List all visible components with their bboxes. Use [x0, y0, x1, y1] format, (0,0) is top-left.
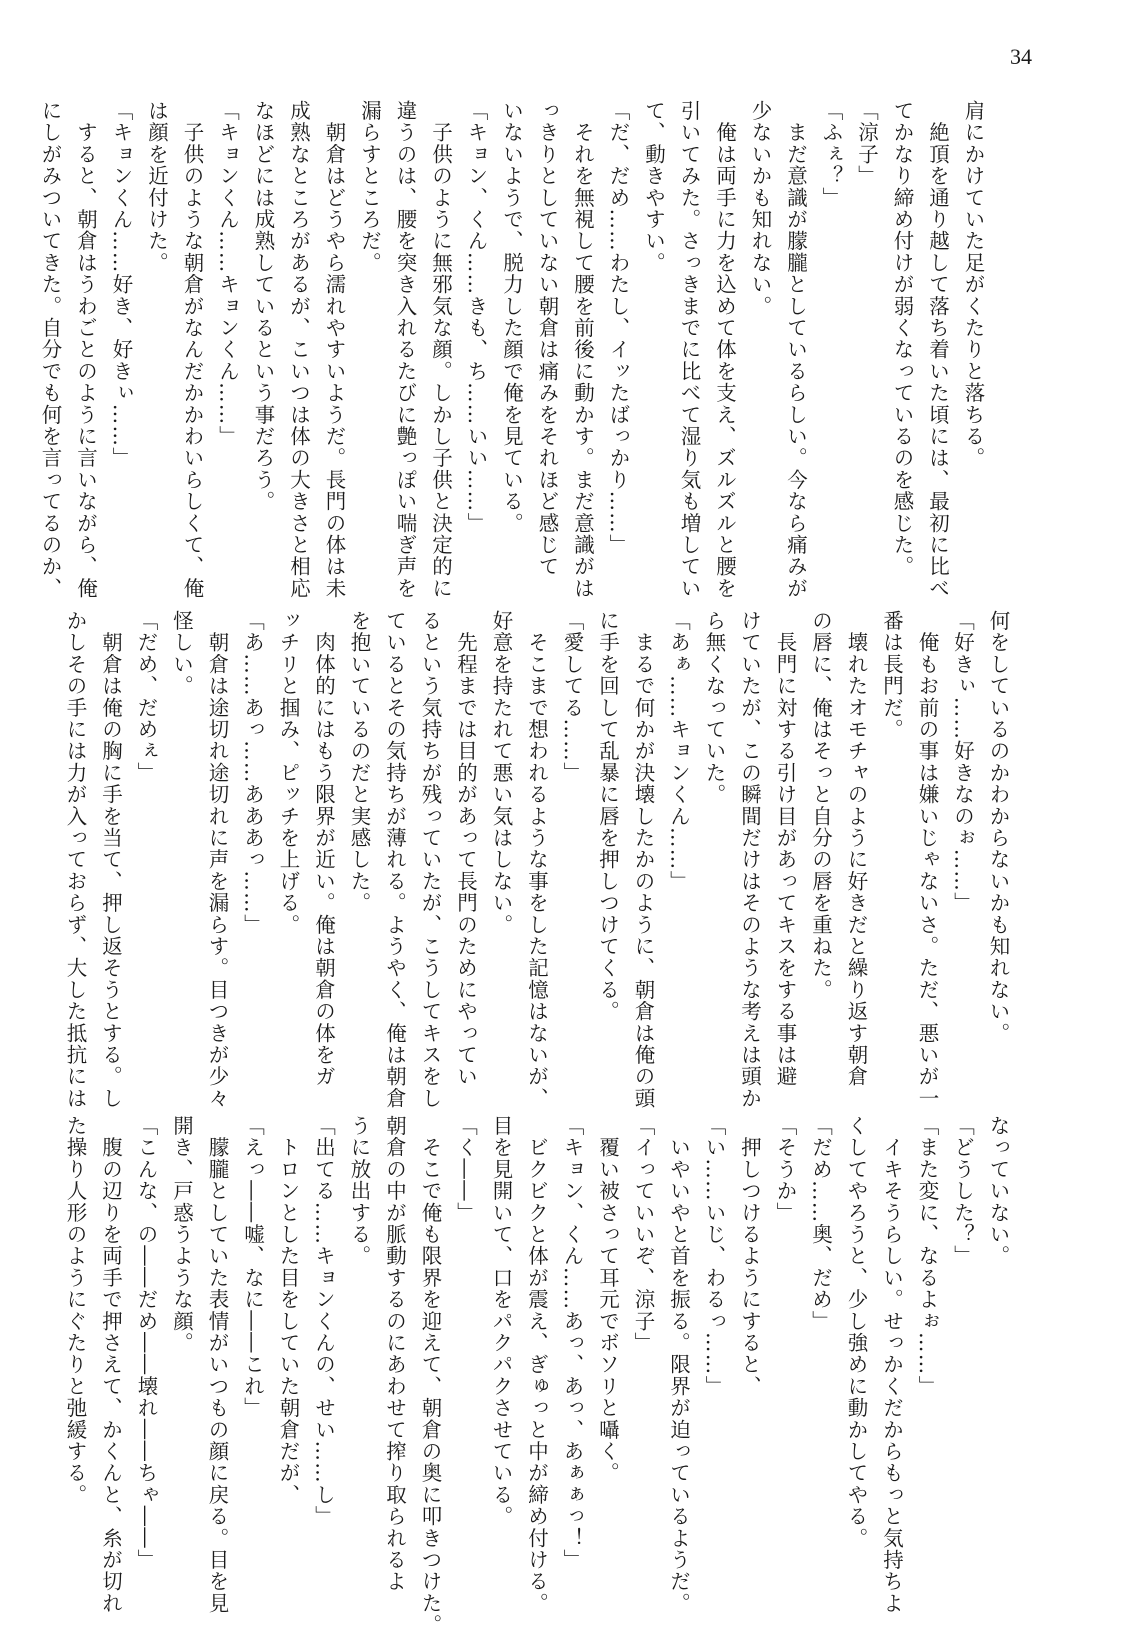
text-line: そこまで想われるような事をした記憶はないが、 — [524, 610, 549, 1110]
text-line: 違うのは、腰を突き入れるたびに艶っぽい喘ぎ声を — [393, 100, 417, 600]
text-line: た操り人形のようにぐたりと弛緩する。 — [63, 1115, 87, 1506]
text-line: 引いてみた。さっきまでに比べて湿り気も増してい — [677, 100, 701, 600]
text-line: 「い……いじ、わるっ……」 — [702, 1115, 726, 1398]
text-line: 壊れたオモチャのように好きだと繰り返す朝倉 — [844, 610, 868, 1088]
text-line: は顔を近付けた。 — [144, 100, 169, 274]
text-line: かしその手には力が入っておらず、大した抵抗には — [63, 610, 87, 1110]
text-line: ビクビクと体が震え、ぎゅっと中が締め付ける。 — [524, 1115, 549, 1615]
text-line: ら無くなっていた。 — [702, 610, 726, 806]
text-line: それを無視して腰を前後に動かす。まだ意識がは — [570, 100, 595, 600]
text-line: 「イっていいぞ、涼子」 — [631, 1115, 655, 1354]
text-line: まだ意識が朦朧としているらしい。今なら痛みが — [783, 100, 808, 600]
text-line: 朦朧としていた表情がいつもの顔に戻る。目を見 — [205, 1115, 229, 1615]
text-block-middle — [63, 610, 1015, 1110]
text-line: 「こんな、の――だめ――壊れ――ちゃ――」 — [134, 1115, 158, 1571]
text-line: 「キョンくん……好き、好きぃ……」 — [109, 100, 133, 469]
text-line: 俺は両手に力を込めて体を支え、ズルズルと腰を — [712, 100, 737, 600]
text-line: 絶頂を通り越して落ち着いた頃には、最初に比べ — [925, 100, 950, 600]
text-line: 「キョンくん……キョンくん……」 — [215, 100, 240, 448]
text-line: 俺もお前の事は嫌いじゃないさ。ただ、悪いが一 — [915, 610, 939, 1110]
text-line: くしてやろうと、少し強めに動かしてやる。 — [844, 1115, 868, 1549]
text-line: 少ないかも知れない。 — [748, 100, 772, 317]
text-line: 「だめ……奥、だめ」 — [808, 1115, 833, 1332]
text-line: 朝倉の中が脈動するのにあわせて搾り取られるよ — [382, 1115, 407, 1593]
text-line: なっていない。 — [986, 1115, 1010, 1267]
text-line: 成熟なところがあるが、こいつは体の大きさと相応 — [286, 100, 311, 600]
text-line: まるで何かが決壊したかのように、朝倉は俺の頭 — [631, 610, 655, 1110]
text-line: 「好きぃ……好きなのぉ……」 — [950, 610, 975, 914]
text-line: ているとその気持ちが薄れる。ようやく、俺は朝倉 — [382, 610, 407, 1110]
text-line: るという気持ちが残っていたが、こうしてキスをし — [418, 610, 442, 1110]
text-line: すると、朝倉はうわごとのように言いながら、俺 — [73, 100, 98, 600]
text-line: 目を見開いて、口をパクパクさせている。 — [489, 1115, 513, 1528]
text-line: 「あ……あっ……あああっ……」 — [240, 610, 265, 936]
text-line: てかなり締め付けが弱くなっているのを感じた。 — [890, 100, 914, 578]
text-line: 「キョン、くん……あっ、あっ、あぁぁっ！」 — [560, 1115, 584, 1571]
text-line: 「どうした？」 — [950, 1115, 975, 1267]
text-line: 「く――」 — [453, 1115, 478, 1224]
text-line: 「ふぇ？」 — [819, 100, 843, 209]
text-line: ッチリと掴み、ピッチを上げる。 — [276, 610, 300, 936]
text-line: 「涼子」 — [854, 100, 879, 187]
text-line: 「だ、だめ……わたし、イッたばっかり……」 — [606, 100, 630, 556]
text-line: 肩にかけていた足がくたりと落ちる。 — [961, 100, 985, 469]
text-line: にしがみついてきた。自分でも何を言ってるのか、 — [38, 100, 62, 600]
text-line: て、動きやすい。 — [641, 100, 666, 274]
page-number: 34 — [1010, 44, 1032, 69]
text-line: 「キョン、くん……きも、ち……いい……」 — [464, 100, 488, 534]
text-line: 漏らすところだ。 — [357, 100, 382, 274]
text-line: 覆い被さって耳元でボソリと囁く。 — [595, 1115, 620, 1484]
text-line: イキそうらしい。せっかくだからもっと気持ちよ — [879, 1115, 904, 1615]
text-line: そこで俺も限界を迎えて、朝倉の奥に叩きつけた。 — [418, 1115, 442, 1636]
text-line: 「あぁ……キョンくん……」 — [666, 610, 691, 893]
text-line: を抱いているのだと実感した。 — [347, 610, 371, 914]
text-line: に手を回して乱暴に唇を押しつけてくる。 — [595, 610, 620, 1023]
text-line: うに放出する。 — [347, 1115, 371, 1267]
text-line: 怪しい。 — [169, 610, 194, 697]
text-line: いないようで、脱力した顔で俺を見ている。 — [499, 100, 524, 534]
text-line: 朝倉はどうやら濡れやすいようだ。長門の体は未 — [322, 100, 346, 600]
text-line: っきりとしていない朝倉は痛みをそれほど感じて — [535, 100, 559, 578]
text-line: 「だめ、だめぇ」 — [134, 610, 158, 784]
text-line: 長門に対する引け目があってキスをする事は避 — [773, 610, 797, 1088]
text-line: 開き、戸惑うような顔。 — [169, 1115, 194, 1354]
text-line: 押しつけるようにすると、 — [737, 1115, 762, 1398]
text-line: いやいやと首を振る。限界が迫っているようだ。 — [666, 1115, 691, 1615]
text-line: 「そうか」 — [773, 1115, 797, 1224]
text-line: 「えっ――嘘、なに――これ」 — [240, 1115, 265, 1419]
text-line: けていたが、この瞬間だけはそのような考えは頭か — [737, 610, 762, 1110]
text-line: 子供のような朝倉がなんだかかわいらしくて、俺 — [180, 100, 204, 600]
text-line: 「また変に、なるよぉ……」 — [915, 1115, 939, 1398]
text-line: なほどには成熟しているという事だろう。 — [251, 100, 275, 513]
text-line: 先程までは目的があって長門のためにやってい — [453, 610, 478, 1088]
text-line: 「愛してる……」 — [560, 610, 584, 784]
text-line: 子供のように無邪気な顔。しかし子供と決定的に — [428, 100, 453, 600]
text-line: 番は長門だ。 — [879, 610, 904, 741]
text-line: トロンとした目をしていた朝倉だが、 — [276, 1115, 300, 1506]
text-line: 好意を持たれて悪い気はしない。 — [489, 610, 513, 936]
text-block-top — [38, 100, 990, 600]
text-line: 何をしているのかわからないかも知れない。 — [986, 610, 1010, 1044]
text-line: 「出てる……キョンくんの、せい……し」 — [311, 1115, 336, 1528]
text-line: 腹の辺りを両手で押さえて、かくんと、糸が切れ — [98, 1115, 123, 1615]
text-line: 朝倉は俺の胸に手を当て、押し返そうとする。し — [98, 610, 123, 1110]
text-line: 肉体的にはもう限界が近い。俺は朝倉の体をガ — [311, 610, 336, 1088]
text-line: 朝倉は途切れ途切れに声を漏らす。目つきが少々 — [205, 610, 229, 1110]
text-line: の唇に、俺はそっと自分の唇を重ねた。 — [808, 610, 833, 1001]
text-block-bottom — [63, 1115, 1015, 1636]
